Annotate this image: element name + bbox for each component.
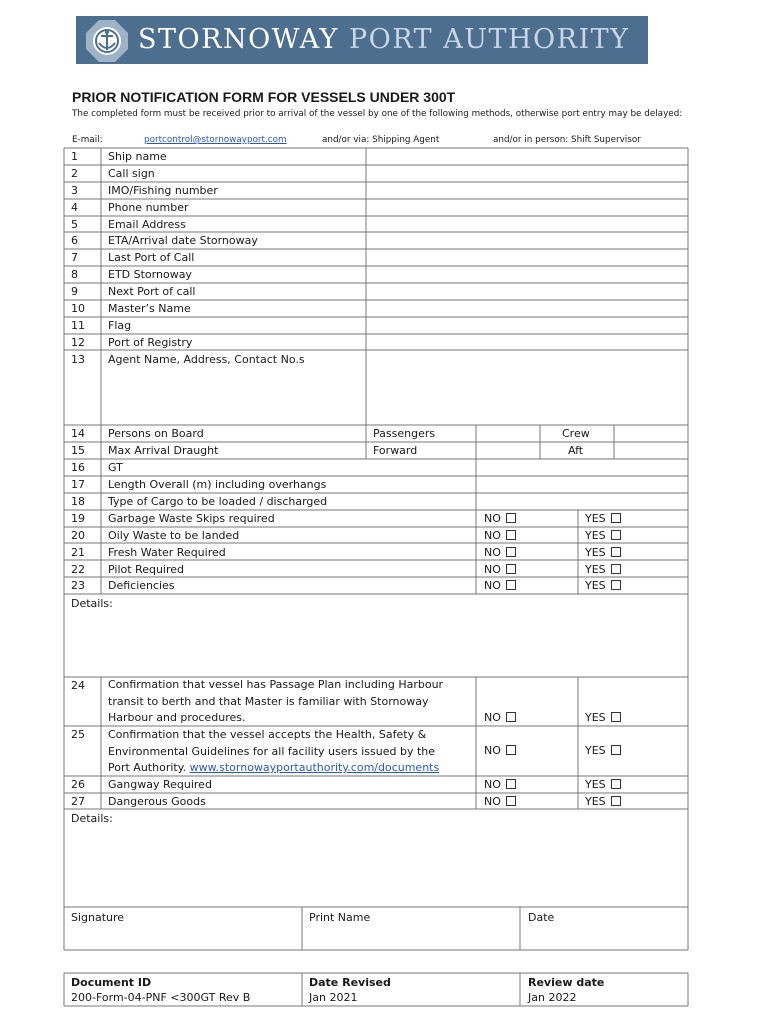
no-checkbox[interactable] [506, 564, 516, 574]
row-number: 26 [71, 778, 85, 791]
row-label: GT [108, 461, 123, 474]
row-label: Next Port of call [108, 285, 196, 298]
in-person-text: and/or in person: Shift Supervisor [493, 135, 641, 145]
crew-label: Crew [562, 427, 590, 440]
row-label: Garbage Waste Skips required [108, 512, 275, 525]
no-checkbox[interactable] [506, 745, 516, 755]
brand-primary: STORNOWAY [138, 24, 339, 55]
no-label: NO [484, 579, 501, 592]
yes-label: YES [585, 711, 606, 724]
row-label: Deficiencies [108, 579, 175, 592]
row-number: 5 [71, 218, 78, 231]
row-number: 2 [71, 167, 78, 180]
no-option [484, 711, 516, 724]
no-checkbox[interactable] [506, 530, 516, 540]
print-name-label: Print Name [309, 911, 371, 924]
row-label: Pilot Required [108, 563, 185, 576]
row-number: 14 [71, 427, 85, 440]
row-label: Port of Registry [108, 336, 193, 349]
no-option [484, 744, 516, 757]
review-date-value: Jan 2022 [528, 991, 577, 1004]
yes-checkbox[interactable] [611, 779, 621, 789]
no-label: NO [484, 778, 501, 791]
no-label: NO [484, 563, 501, 576]
yes-option [585, 563, 621, 576]
forward-label: Forward [373, 444, 418, 457]
yes-label: YES [585, 529, 606, 542]
review-date-label: Review date [528, 976, 605, 989]
details-label: Details: [71, 597, 113, 610]
row-label: Oily Waste to be landed [108, 529, 240, 542]
text-line: transit to berth and that Master is familiar with Stornoway [108, 694, 429, 708]
row-label: ETD Stornoway [108, 268, 192, 281]
no-option [484, 563, 516, 576]
yes-checkbox[interactable] [611, 580, 621, 590]
details-label: Details: [71, 812, 113, 825]
row-number: 22 [71, 563, 85, 576]
no-option [484, 778, 516, 791]
yes-option [585, 778, 621, 791]
row-number: 27 [71, 795, 85, 808]
row-number: 6 [71, 234, 78, 247]
text-line: Harbour and procedures. [108, 711, 246, 724]
email-link[interactable]: portcontrol@stornowayport.com [144, 135, 287, 145]
date-revised-label: Date Revised [309, 976, 391, 989]
yes-checkbox[interactable] [611, 712, 621, 722]
date-label: Date [528, 911, 555, 924]
row-number: 4 [71, 201, 78, 214]
header-banner [76, 16, 648, 64]
email-label: E-mail: [72, 135, 103, 145]
yes-checkbox[interactable] [611, 530, 621, 540]
row-label: Phone number [108, 201, 189, 214]
row-number: 17 [71, 478, 85, 491]
no-checkbox[interactable] [506, 513, 516, 523]
no-label: NO [484, 744, 501, 757]
row-number: 1 [71, 150, 78, 163]
row-number: 21 [71, 546, 85, 559]
row-label: Call sign [108, 167, 155, 180]
row-label: Last Port of Call [108, 251, 195, 264]
yes-label: YES [585, 795, 606, 808]
row-label: Dangerous Goods [108, 795, 206, 808]
passage-plan-text [108, 677, 471, 727]
no-checkbox[interactable] [506, 779, 516, 789]
yes-checkbox[interactable] [611, 564, 621, 574]
row-number: 10 [71, 302, 85, 315]
yes-label: YES [585, 512, 606, 525]
no-option [484, 512, 516, 525]
document-id-value: 200-Form-04-PNF <300GT Rev B [71, 991, 251, 1004]
yes-checkbox[interactable] [611, 547, 621, 557]
row-label: IMO/Fishing number [108, 184, 218, 197]
row-number: 18 [71, 495, 85, 508]
row-number: 12 [71, 336, 85, 349]
row-label: Length Overall (m) including overhangs [108, 478, 327, 491]
yes-checkbox[interactable] [611, 796, 621, 806]
via-agent-text: and/or via: Shipping Agent [322, 135, 440, 145]
row-number: 24 [71, 679, 85, 692]
yes-option [585, 546, 621, 559]
yes-option [585, 744, 621, 757]
documents-link[interactable]: www.stornowayportauthority.com/documents [189, 761, 440, 774]
no-option [484, 795, 516, 808]
hse-guidelines-text [108, 727, 471, 777]
brand-secondary: PORT AUTHORITY [348, 24, 630, 55]
row-label: Agent Name, Address, Contact No.s [108, 353, 305, 366]
yes-label: YES [585, 778, 606, 791]
row-number: 16 [71, 461, 85, 474]
yes-checkbox[interactable] [611, 513, 621, 523]
port-authority-logo-icon [84, 18, 130, 64]
row-number: 20 [71, 529, 85, 542]
row-label: Email Address [108, 218, 186, 231]
aft-label: Aft [568, 444, 584, 457]
text-line: Confirmation that vessel has Passage Plan including Harbour [108, 678, 444, 691]
no-label: NO [484, 512, 501, 525]
row-number: 13 [71, 353, 85, 366]
passengers-label: Passengers [373, 427, 436, 440]
text-line [108, 760, 471, 777]
text-fragment: Port Authority. [108, 761, 187, 774]
row-number: 7 [71, 251, 78, 264]
row-label: Gangway Required [108, 778, 212, 791]
yes-label: YES [585, 579, 606, 592]
row-number: 23 [71, 579, 85, 592]
row-label: Ship name [108, 150, 167, 163]
yes-option [585, 512, 621, 525]
yes-option [585, 579, 621, 592]
form-title: PRIOR NOTIFICATION FORM FOR VESSELS UNDER 300T [72, 89, 456, 105]
row-label: Type of Cargo to be loaded / discharged [108, 495, 328, 508]
row-number: 11 [71, 319, 85, 332]
text-line: Confirmation that the vessel accepts the Health, Safety & [108, 728, 427, 741]
no-label: NO [484, 529, 501, 542]
row-number: 15 [71, 444, 85, 457]
brand-wordmark [138, 23, 630, 57]
no-option [484, 579, 516, 592]
yes-option [585, 529, 621, 542]
row-label: Fresh Water Required [108, 546, 226, 559]
yes-label: YES [585, 563, 606, 576]
no-label: NO [484, 546, 501, 559]
row-number: 19 [71, 512, 85, 525]
row-label: ETA/Arrival date Stornoway [108, 234, 258, 247]
no-checkbox[interactable] [506, 712, 516, 722]
row-label: Flag [108, 319, 132, 332]
yes-option [585, 711, 621, 724]
document-id-label: Document ID [71, 976, 152, 989]
row-number: 8 [71, 268, 78, 281]
yes-checkbox[interactable] [611, 745, 621, 755]
form-intro: The completed form must be received prior to arrival of the vessel by one of the following methods, otherwise port entry may be delayed: [72, 109, 683, 119]
no-checkbox[interactable] [506, 796, 516, 806]
row-label: Max Arrival Draught [108, 444, 219, 457]
signature-label: Signature [71, 911, 125, 924]
no-checkbox[interactable] [506, 580, 516, 590]
yes-label: YES [585, 744, 606, 757]
row-number: 9 [71, 285, 78, 298]
no-label: NO [484, 795, 501, 808]
row-number: 3 [71, 184, 78, 197]
date-revised-value: Jan 2021 [309, 991, 358, 1004]
no-label: NO [484, 711, 501, 724]
yes-option [585, 795, 621, 808]
no-checkbox[interactable] [506, 547, 516, 557]
row-number: 25 [71, 728, 85, 741]
no-option [484, 529, 516, 542]
row-label: Master’s Name [108, 302, 191, 315]
no-option [484, 546, 516, 559]
text-line: Environmental Guidelines for all facility users issued by the [108, 744, 436, 758]
yes-label: YES [585, 546, 606, 559]
row-label: Persons on Board [108, 427, 204, 440]
